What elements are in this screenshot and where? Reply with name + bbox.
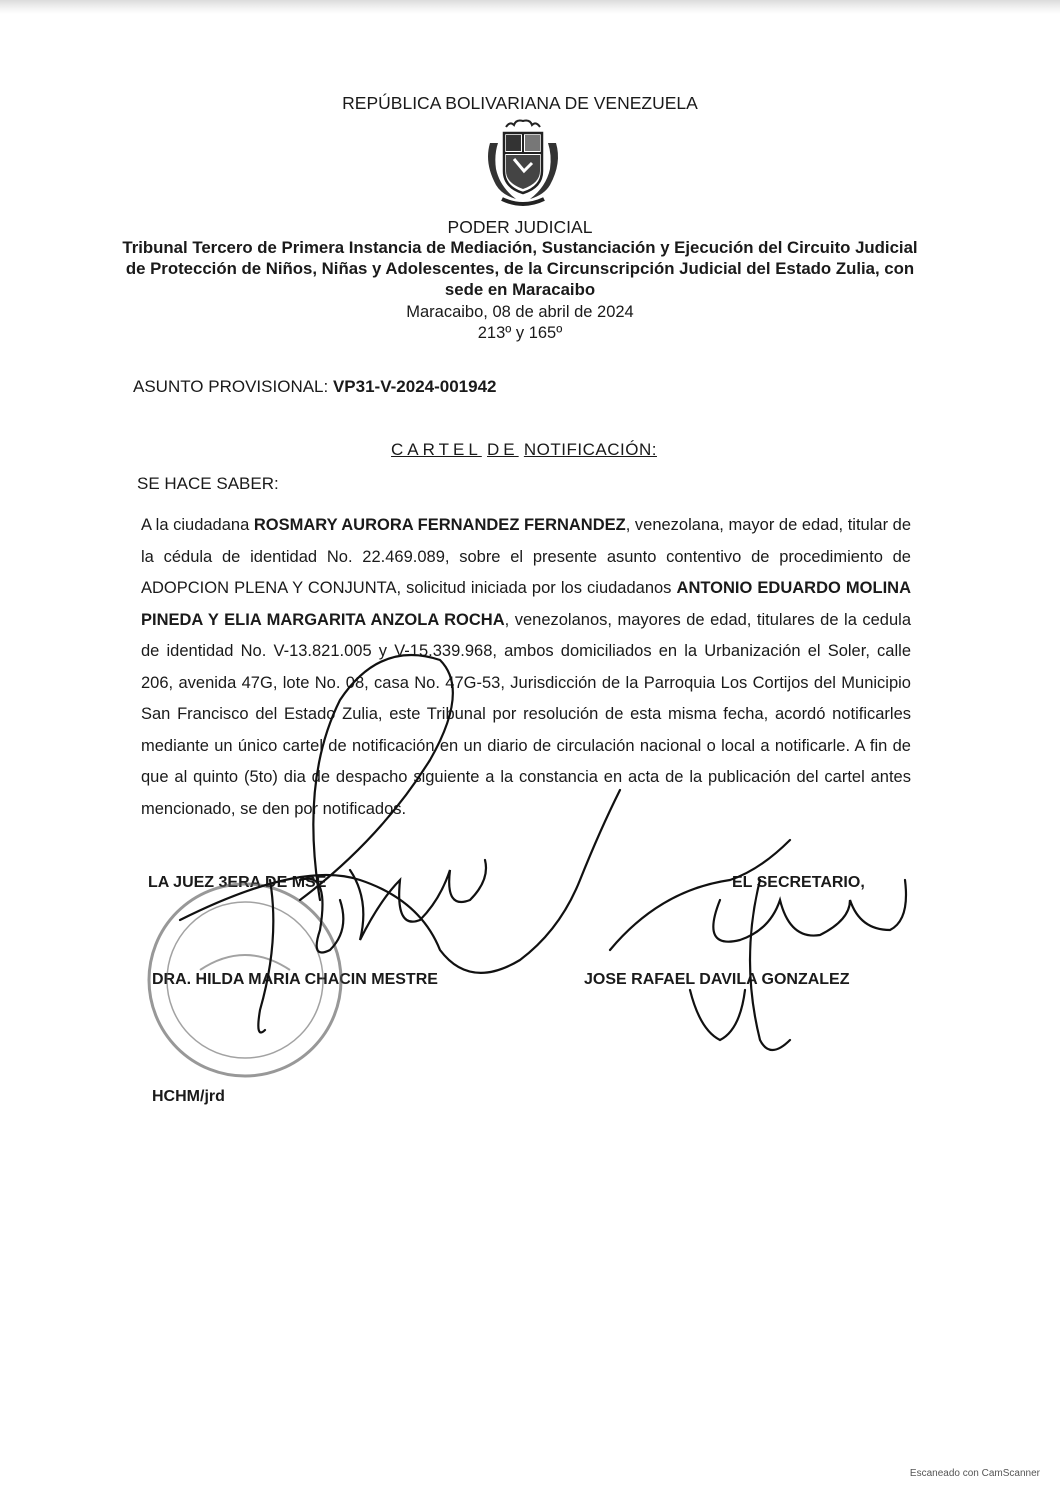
body-part-1: A la ciudadana (141, 516, 254, 534)
notice-body (141, 510, 911, 825)
initials: HCHM/jrd (152, 1088, 225, 1105)
asunto-line (133, 377, 497, 397)
title-word-3: NOTIFICACIÓN: (523, 440, 657, 459)
title-word-2: DE (487, 440, 519, 459)
secretary-title: EL SECRETARIO, (732, 874, 865, 891)
notified-person-name: ROSMARY AURORA FERNANDEZ FERNANDEZ (253, 516, 626, 534)
judge-title: LA JUEZ 3ERA DE MSE (148, 874, 327, 891)
coat-of-arms-icon (476, 113, 570, 213)
body-part-2: , venezolana, mayor de edad, titular de la cédula de identidad No. 22.469.089, sobre el presente asunto contentivo de procedimiento de ADOPCION PLENA Y CONJUNTA, solicitud iniciada por los ciudadanos (141, 516, 912, 597)
document-title (0, 440, 1048, 460)
judicial-power-heading: PODER JUDICIAL (447, 217, 593, 237)
asunto-label: ASUNTO PROVISIONAL: (133, 377, 329, 396)
secretary-signature-icon (610, 840, 906, 1050)
date-line: Maracaibo, 08 de abril de 2024 (406, 303, 634, 321)
judge-name: DRA. HILDA MARIA CHACIN MESTRE (152, 971, 438, 988)
tribunal-heading: Tribunal Tercero de Primera Instancia de Mediación, Sustanciación y Ejecución del Circuito Judicial de Protección de Niños, Niñas y Adolescentes, de la Circunscripción Judicial del Estado Zulia, con sede en Maracaibo (122, 238, 918, 299)
camscanner-watermark: Escaneado con CamScanner (909, 1468, 1040, 1479)
republic-heading: REPÚBLICA BOLIVARIANA DE VENEZUELA (342, 93, 698, 113)
intro-line: SE HACE SABER: (137, 474, 279, 493)
body-part-3: , venezolanos, mayores de edad, titulares de la cedula de identidad No. V-13.821.005 y V-15.339.968, ambos domiciliados en la Urbanización el Soler, calle 206, avenida 47G, lote No. 08, casa No. 47G-53, Jurisdicción de la Parroquia Los Cortijos del Municipio San Francisco del Estado Zulia, este Tribunal por resolución de esta misma fecha, acordó notificarles mediante un único cartel de notificación en un diario de circulación nacional o local a notificarle. A fin de que al quinto (5to) dia de despacho siguiente a la constancia en acta de la publicación del cartel antes mencionado, se den por notificados. (141, 610, 912, 818)
years-line: 213º y 165º (477, 324, 563, 342)
scan-edge (0, 0, 1060, 14)
title-word-1: CARTEL (391, 440, 482, 459)
asunto-number: VP31-V-2024-001942 (332, 377, 497, 396)
secretary-name: JOSE RAFAEL DAVILA GONZALEZ (584, 971, 850, 988)
applicants-names: ANTONIO EDUARDO MOLINA PINEDA Y ELIA MARGARITA ANZOLA ROCHA (141, 579, 911, 629)
date-block (0, 302, 1040, 344)
